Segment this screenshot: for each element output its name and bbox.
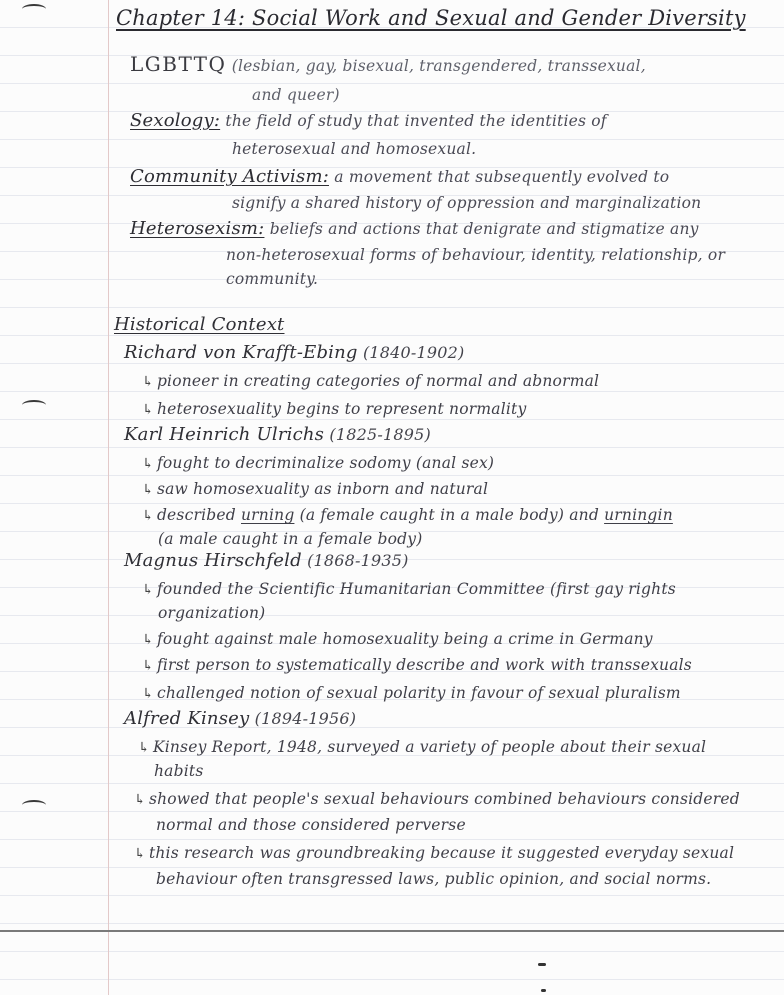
definition-heterosexism: [130, 218, 699, 239]
bullet-point: [142, 630, 653, 648]
person-krafft-ebing: [124, 342, 464, 363]
term-community-activism: Community Activism:: [130, 166, 329, 187]
lgbttq-line-1: (lesbian, gay, bisexual, transgendered, transsexual,: [231, 57, 646, 75]
bullet-continuation: normal and those considered perverse: [156, 816, 466, 834]
bullet-point: [138, 738, 706, 756]
term-urning: urning: [241, 506, 295, 524]
activism-line-2: signify a shared history of oppression and marginalization: [232, 194, 702, 212]
punch-hole-mark-bottom: [22, 800, 46, 810]
bullet-point: [142, 400, 526, 418]
bullet-text: this research was groundbreaking because it suggested everyday sexual: [148, 844, 735, 862]
arrow-icon: ↳: [142, 582, 154, 598]
scan-speck: [541, 989, 546, 992]
heterosexism-line-1: beliefs and actions that denigrate and stigmatize any: [269, 220, 699, 238]
term-urningin: urningin: [604, 506, 673, 524]
term-sexology: Sexology:: [130, 110, 221, 131]
bullet-point: [134, 844, 734, 862]
bullet-point: [142, 656, 692, 674]
person-name: Richard von Krafft-Ebing: [124, 342, 358, 363]
bullet-continuation: behaviour often transgressed laws, public opinion, and social norms.: [156, 870, 712, 888]
term-lgbttq: LGBTTQ: [130, 52, 227, 76]
arrow-icon: ↳: [134, 792, 146, 808]
bullet-text: fought to decriminalize sodomy (anal sex): [156, 454, 495, 472]
scan-speck: [538, 963, 546, 966]
heterosexism-line-3: community.: [226, 270, 319, 288]
person-hirschfeld: [124, 550, 409, 571]
definition-community-activism: [130, 166, 669, 187]
bullet-text: showed that people's sexual behaviours combined behaviours considered: [148, 790, 740, 808]
page-title: Chapter 14: Social Work and Sexual and Gender Diversity: [116, 6, 746, 30]
person-years: (1894-1956): [254, 709, 357, 728]
bullet-text: pioneer in creating categories of normal and abnormal: [156, 372, 600, 390]
bullet-text: first person to systematically describe and work with transsexuals: [156, 656, 692, 674]
bullet-continuation: habits: [154, 762, 204, 780]
definition-sexology: [130, 110, 607, 131]
bullet-point-described: [142, 506, 673, 524]
bullet-point: [142, 580, 676, 598]
lgbttq-line-2: and queer): [252, 86, 340, 104]
bullet-point: [142, 684, 681, 702]
person-years: (1840-1902): [362, 343, 465, 362]
arrow-icon: ↳: [142, 456, 154, 472]
person-name: Alfred Kinsey: [124, 708, 250, 729]
term-heterosexism: Heterosexism:: [130, 218, 265, 239]
bullet-continuation: (a male caught in a female body): [158, 530, 423, 548]
person-years: (1868-1935): [307, 551, 409, 570]
bullet-text: Kinsey Report, 1948, surveyed a variety of people about their sexual: [152, 738, 707, 756]
bullet-text: heterosexuality begins to represent normality: [156, 400, 527, 418]
arrow-icon: ↳: [142, 482, 154, 498]
arrow-icon: ↳: [134, 846, 146, 862]
bullet-point: [142, 372, 599, 390]
person-name: Magnus Hirschfeld: [124, 550, 302, 571]
punch-hole-mark-top: [22, 4, 46, 14]
definition-lgbttq: [130, 52, 646, 76]
margin-line: [108, 0, 109, 995]
bullet-text: fought against male homosexuality being a crime in Germany: [156, 630, 653, 648]
scan-edge-line: [0, 930, 784, 932]
arrow-icon: ↳: [142, 686, 154, 702]
bullet-text: described: [156, 506, 236, 524]
arrow-icon: ↳: [142, 374, 154, 390]
bullet-point: [134, 790, 740, 808]
sexology-line-2: heterosexual and homosexual.: [232, 140, 477, 158]
punch-hole-mark-middle: [22, 400, 46, 410]
bullet-text: (a female caught in a male body) and: [299, 506, 599, 524]
activism-line-1: a movement that subsequently evolved to: [334, 168, 670, 186]
heterosexism-line-2: non-heterosexual forms of behaviour, identity, relationship, or: [226, 246, 726, 264]
person-name: Karl Heinrich Ulrichs: [124, 424, 325, 445]
bullet-continuation: organization): [158, 604, 266, 622]
person-kinsey: [124, 708, 356, 729]
arrow-icon: ↳: [142, 508, 154, 524]
bullet-text: saw homosexuality as inborn and natural: [156, 480, 489, 498]
arrow-icon: ↳: [138, 740, 150, 756]
person-years: (1825-1895): [329, 425, 431, 444]
arrow-icon: ↳: [142, 632, 154, 648]
bullet-point: [142, 454, 494, 472]
arrow-icon: ↳: [142, 402, 154, 418]
person-ulrichs: [124, 424, 431, 445]
section-title: Historical Context: [114, 314, 285, 335]
sexology-line-1: the field of study that invented the identities of: [225, 112, 607, 130]
bullet-text: challenged notion of sexual polarity in favour of sexual pluralism: [156, 684, 681, 702]
bullet-text: founded the Scientific Humanitarian Committee (first gay rights: [156, 580, 676, 598]
bullet-point: [142, 480, 488, 498]
arrow-icon: ↳: [142, 658, 154, 674]
